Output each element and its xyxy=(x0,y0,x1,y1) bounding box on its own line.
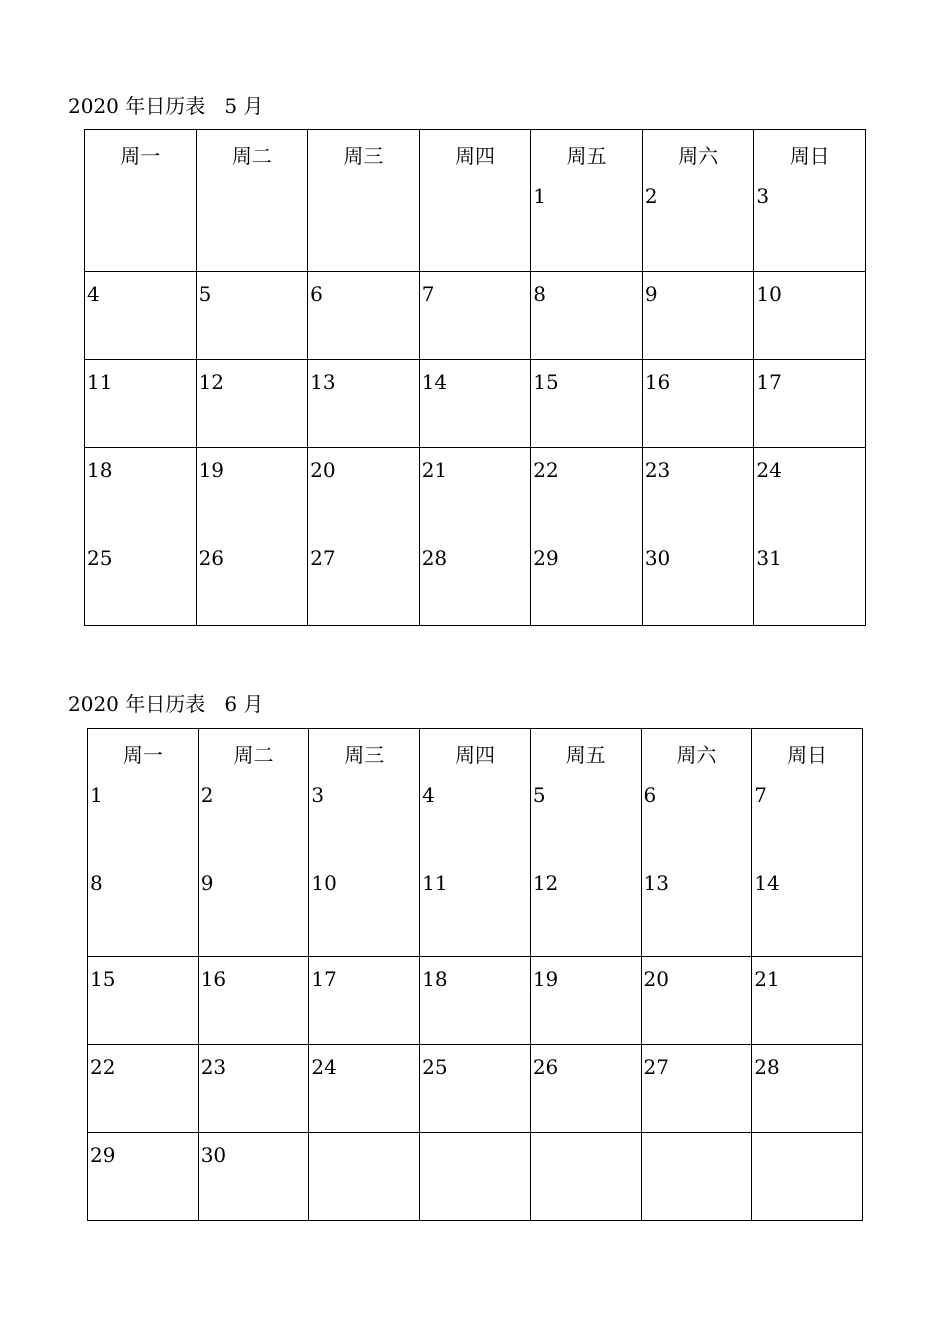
day-cell xyxy=(642,360,754,448)
june-calendar-table xyxy=(87,728,863,1221)
weekday-sunday: 周日 xyxy=(752,729,863,779)
week-row xyxy=(88,1045,863,1133)
day-cell xyxy=(419,180,531,272)
day-number: 30 xyxy=(644,546,671,570)
day-number: 10 xyxy=(311,870,337,895)
day-number: 26 xyxy=(532,1055,559,1079)
day-cell xyxy=(531,448,643,626)
day-cell xyxy=(642,180,754,272)
day-number: 4 xyxy=(87,282,100,306)
day-number: 21 xyxy=(421,458,448,482)
day-number: 8 xyxy=(90,870,103,895)
day-number: 18 xyxy=(422,967,448,991)
day-cell xyxy=(88,1045,199,1133)
may-calendar-title: 2020 年日历表 5 月 xyxy=(68,94,264,118)
day-cell xyxy=(85,180,197,272)
day-cell xyxy=(88,779,199,957)
day-number xyxy=(752,1133,862,1145)
day-number xyxy=(420,1133,530,1145)
day-number xyxy=(85,180,196,186)
weekday-monday: 周一 xyxy=(85,130,197,180)
day-number: 3 xyxy=(756,183,770,208)
day-number: 30 xyxy=(200,1143,227,1167)
weekday-wednesday: 周三 xyxy=(309,729,420,779)
day-number: 1 xyxy=(533,183,546,208)
day-cell xyxy=(641,957,752,1045)
day-number: 15 xyxy=(533,370,559,394)
day-number: 14 xyxy=(754,870,780,895)
weekday-header-row xyxy=(88,729,863,779)
week-row xyxy=(88,957,863,1045)
day-number: 23 xyxy=(644,458,671,482)
day-number: 20 xyxy=(643,967,669,991)
day-number: 7 xyxy=(421,282,435,306)
day-number: 5 xyxy=(198,282,212,306)
day-cell xyxy=(754,272,866,360)
day-cell xyxy=(531,180,643,272)
day-number: 29 xyxy=(533,546,559,570)
day-number xyxy=(197,180,308,186)
day-number: 25 xyxy=(422,1055,448,1079)
day-cell xyxy=(530,957,641,1045)
day-number: 19 xyxy=(532,967,559,991)
day-cell xyxy=(641,1045,752,1133)
day-cell xyxy=(420,1045,531,1133)
day-cell xyxy=(308,272,420,360)
day-number xyxy=(642,1133,752,1145)
day-cell xyxy=(420,779,531,957)
weekday-tuesday: 周二 xyxy=(198,729,309,779)
day-number: 7 xyxy=(754,782,767,807)
day-cell xyxy=(642,272,754,360)
weekday-saturday: 周六 xyxy=(641,729,752,779)
day-cell xyxy=(196,360,308,448)
day-number: 18 xyxy=(87,458,113,482)
week-row xyxy=(88,779,863,957)
day-cell xyxy=(85,272,197,360)
day-cell xyxy=(308,360,420,448)
day-number: 20 xyxy=(310,458,336,482)
day-cell xyxy=(309,1045,420,1133)
day-number: 6 xyxy=(643,782,657,807)
weekday-monday: 周一 xyxy=(88,729,199,779)
day-cell xyxy=(198,1133,309,1221)
week-row xyxy=(88,1133,863,1221)
may-calendar-table xyxy=(84,129,866,626)
week-row xyxy=(85,360,866,448)
day-number xyxy=(420,180,531,186)
day-number: 4 xyxy=(422,782,435,807)
weekday-tuesday: 周二 xyxy=(196,130,308,180)
day-number: 23 xyxy=(200,1055,227,1079)
day-cell xyxy=(530,1045,641,1133)
weekday-header-row xyxy=(85,130,866,180)
day-number: 8 xyxy=(533,282,546,306)
day-number: 17 xyxy=(756,370,782,394)
day-cell xyxy=(531,272,643,360)
week-row xyxy=(85,180,866,272)
day-number: 10 xyxy=(756,282,782,306)
weekday-sunday: 周日 xyxy=(754,130,866,180)
day-cell xyxy=(420,1133,531,1221)
day-cell xyxy=(88,1133,199,1221)
day-number: 6 xyxy=(310,282,323,306)
day-number: 19 xyxy=(198,458,225,482)
day-number: 2 xyxy=(644,183,658,208)
day-number: 16 xyxy=(200,967,227,991)
day-number: 28 xyxy=(754,1055,780,1079)
day-cell xyxy=(531,360,643,448)
day-number xyxy=(531,1133,641,1145)
day-cell xyxy=(198,779,309,957)
day-cell xyxy=(754,360,866,448)
day-cell xyxy=(419,360,531,448)
day-cell xyxy=(198,1045,309,1133)
day-cell xyxy=(530,779,641,957)
weekday-friday: 周五 xyxy=(530,729,641,779)
day-cell xyxy=(754,180,866,272)
day-cell xyxy=(85,360,197,448)
day-number: 13 xyxy=(643,870,669,895)
week-row xyxy=(85,272,866,360)
weekday-thursday: 周四 xyxy=(420,729,531,779)
day-cell xyxy=(198,957,309,1045)
day-number: 17 xyxy=(311,967,337,991)
day-number xyxy=(309,1133,419,1145)
day-cell xyxy=(754,448,866,626)
day-cell xyxy=(308,448,420,626)
day-cell xyxy=(641,1133,752,1221)
weekday-saturday: 周六 xyxy=(642,130,754,180)
day-number: 22 xyxy=(533,458,559,482)
weekday-friday: 周五 xyxy=(531,130,643,180)
day-number: 27 xyxy=(310,546,336,570)
day-number: 5 xyxy=(532,782,546,807)
day-number: 11 xyxy=(87,370,113,394)
day-cell xyxy=(752,1133,863,1221)
day-number: 12 xyxy=(532,870,559,895)
week-row xyxy=(85,448,866,626)
day-cell xyxy=(196,448,308,626)
day-number: 9 xyxy=(644,282,658,306)
day-cell xyxy=(752,957,863,1045)
day-number: 21 xyxy=(754,967,780,991)
day-cell xyxy=(419,272,531,360)
day-number: 14 xyxy=(421,370,448,394)
day-cell xyxy=(752,779,863,957)
day-cell xyxy=(309,779,420,957)
day-number: 3 xyxy=(311,782,325,807)
day-cell xyxy=(196,272,308,360)
day-cell xyxy=(530,1133,641,1221)
day-number: 11 xyxy=(422,870,448,895)
weekday-thursday: 周四 xyxy=(419,130,531,180)
day-number: 13 xyxy=(310,370,336,394)
day-number: 25 xyxy=(87,546,113,570)
day-cell xyxy=(196,180,308,272)
day-number: 28 xyxy=(421,546,448,570)
day-cell xyxy=(641,779,752,957)
weekday-wednesday: 周三 xyxy=(308,130,420,180)
day-cell xyxy=(419,448,531,626)
day-cell xyxy=(642,448,754,626)
day-number: 1 xyxy=(90,782,103,807)
day-number: 31 xyxy=(756,546,782,570)
day-cell xyxy=(85,448,197,626)
day-number: 12 xyxy=(198,370,225,394)
day-cell xyxy=(309,957,420,1045)
day-cell xyxy=(88,957,199,1045)
june-calendar-title: 2020 年日历表 6 月 xyxy=(68,692,264,716)
day-number: 24 xyxy=(311,1055,337,1079)
day-number: 24 xyxy=(756,458,782,482)
day-number: 22 xyxy=(90,1055,116,1079)
day-cell xyxy=(752,1045,863,1133)
day-cell xyxy=(309,1133,420,1221)
day-number: 2 xyxy=(200,782,214,807)
day-number: 16 xyxy=(644,370,671,394)
day-number: 15 xyxy=(90,967,116,991)
day-cell xyxy=(420,957,531,1045)
day-number: 26 xyxy=(198,546,225,570)
day-number: 29 xyxy=(90,1143,116,1167)
day-number xyxy=(308,180,419,186)
day-cell xyxy=(308,180,420,272)
day-number: 27 xyxy=(643,1055,669,1079)
day-number: 9 xyxy=(200,870,214,895)
